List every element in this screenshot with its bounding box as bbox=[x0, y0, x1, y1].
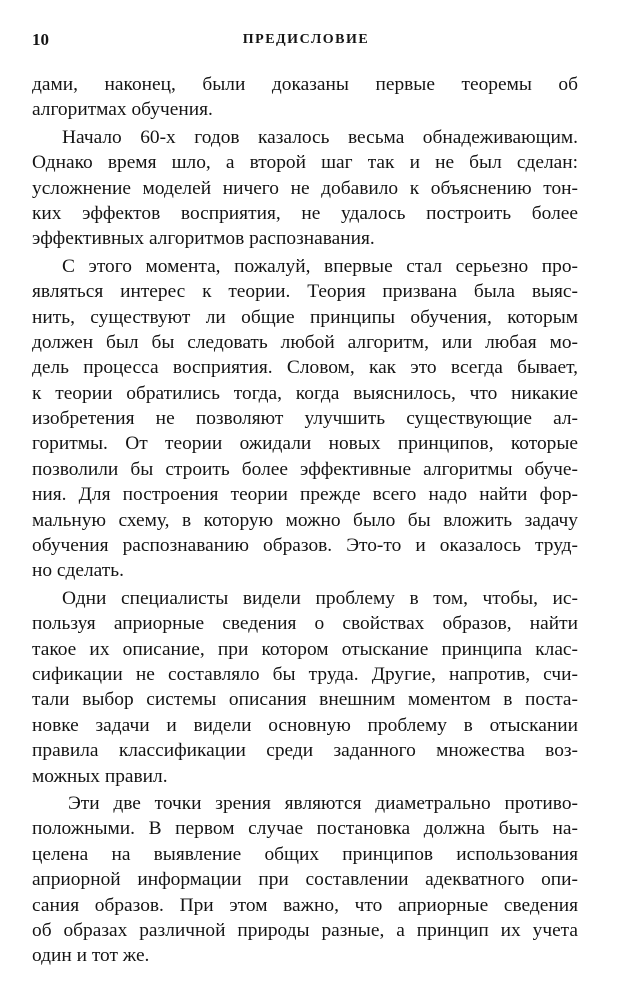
text-line: пользуя априорные сведения о свойствах образов, найти bbox=[32, 613, 578, 635]
text-line: обучения распознаванию образов. Это-то и оказалось труд- bbox=[32, 535, 578, 557]
text-line: изобретения не позволяют улучшить существующие ал- bbox=[32, 408, 578, 430]
text-line: сания образов. При этом важно, что априорные сведения bbox=[32, 894, 578, 916]
chapter-title: ПРЕДИСЛОВИЕ bbox=[242, 32, 370, 47]
text-line: Эти две точки зрения являются диаметрально противо- bbox=[68, 792, 578, 814]
paragraph bbox=[32, 586, 578, 789]
text-line: являться интерес к теории. Теория призвана была выяс- bbox=[32, 281, 578, 303]
text-line: один и тот же. bbox=[32, 945, 150, 967]
text-line: ния. Для построения теории прежде всего надо найти фор- bbox=[32, 484, 578, 506]
text-line: должен был бы следовать любой алгоритм, или любая мо- bbox=[32, 331, 578, 353]
text-line: нить, существуют ли общие принципы обучения, которым bbox=[32, 306, 578, 328]
text-line: априорной информации при составлении адекватного опи- bbox=[32, 869, 578, 891]
text-line: но сделать. bbox=[32, 560, 124, 582]
text-line: целена на выявление общих принципов использования bbox=[32, 843, 578, 865]
text-line: к теории обратились тогда, когда выяснилось, что никакие bbox=[32, 382, 578, 404]
text-line: ких эффектов восприятия, не удалось построить более bbox=[32, 202, 578, 224]
text-line: положными. В первом случае постановка должна быть на- bbox=[32, 818, 578, 840]
page-number: 10 bbox=[32, 30, 49, 49]
text-line: позволили бы строить более эффективные алгоритмы обуче- bbox=[32, 458, 578, 480]
paragraph-continuation bbox=[32, 72, 578, 123]
text-line: Начало 60-х годов казалось весьма обнадеживающим. bbox=[62, 126, 578, 148]
text-line: Одни специалисты видели проблему в том, чтобы, ис- bbox=[62, 587, 578, 609]
text-line: эффективных алгоритмов распознавания. bbox=[32, 228, 375, 250]
text-line: тали выбор системы описания внешним моментом в поста- bbox=[32, 689, 578, 711]
running-head bbox=[32, 30, 580, 54]
text-line: сификации не составляло бы труда. Другие, напротив, счи- bbox=[32, 663, 578, 685]
text-line: новке задачи и видели основную проблему в отыскании bbox=[32, 714, 578, 736]
paragraph bbox=[32, 254, 578, 584]
paragraph bbox=[32, 791, 578, 969]
text-line: алгоритмах обучения. bbox=[32, 99, 213, 121]
text-line: горитмы. От теории ожидали новых принципов, которые bbox=[32, 433, 578, 455]
text-line: такое их описание, при котором отыскание принципа клас- bbox=[32, 638, 578, 660]
text-line: можных правил. bbox=[32, 765, 168, 787]
paragraph bbox=[32, 125, 578, 252]
text-line: усложнение моделей ничего не добавило к объяснению тон- bbox=[32, 177, 578, 199]
text-line: дель процесса восприятия. Словом, как это всегда бывает, bbox=[32, 357, 578, 379]
text-line: Однако время шло, а второй шаг так и не был сделан: bbox=[32, 152, 578, 174]
text-line: мальную схему, в которую можно было бы вложить задачу bbox=[32, 509, 578, 531]
text-line: дами, наконец, были доказаны первые теоремы об bbox=[32, 74, 578, 95]
body-text bbox=[32, 72, 578, 969]
text-line: правила классификации среди заданного множества воз- bbox=[32, 740, 578, 762]
text-line: С этого момента, пожалуй, впервые стал серьезно про- bbox=[62, 255, 578, 277]
text-line: об образах различной природы разные, а принцип их учета bbox=[32, 919, 578, 941]
